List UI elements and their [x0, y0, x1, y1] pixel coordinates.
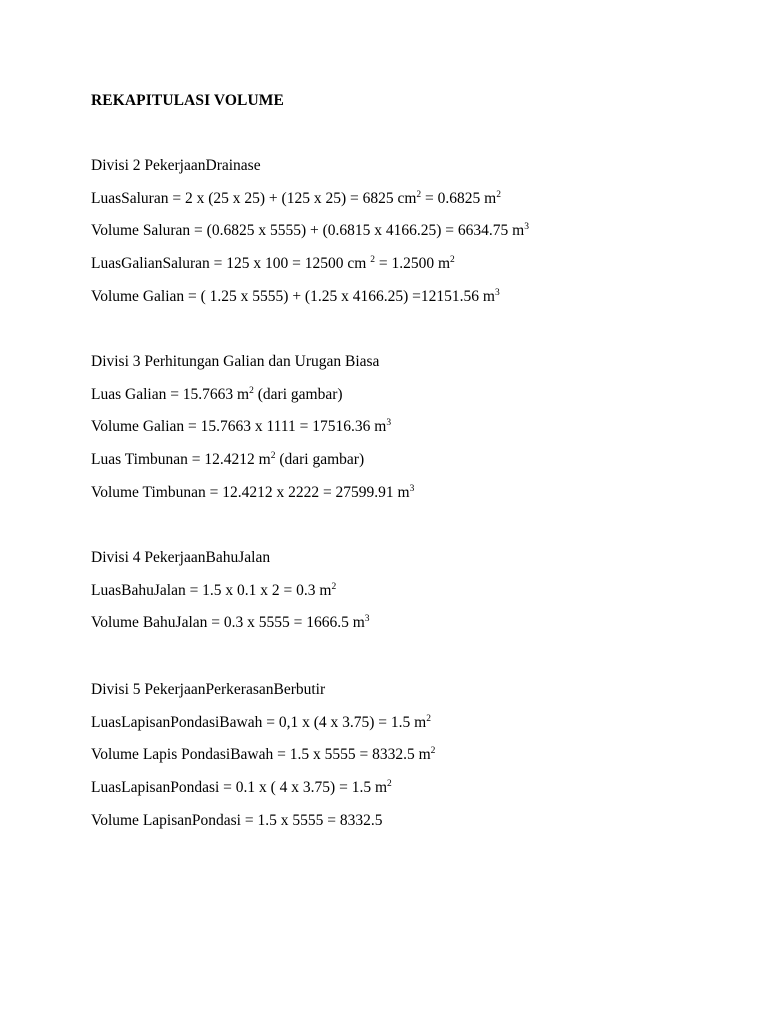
- unit-exponent: 2: [450, 255, 455, 266]
- formula-text: LuasLapisanPondasi = 0.1 x ( 4 x 3.75) = 1.5 m: [91, 779, 388, 797]
- section-heading: Divisi 3 Perhitungan Galian dan Urugan Biasa: [91, 353, 380, 370]
- unit-exponent: 3: [494, 287, 500, 298]
- formula-line: [91, 582, 370, 615]
- unit-exponent: 3: [364, 614, 370, 625]
- formula-line: [91, 418, 414, 451]
- formula-line: [91, 255, 529, 288]
- unit-exponent: 2: [426, 713, 431, 724]
- unit-exponent: 2: [416, 189, 422, 200]
- formula-line: [91, 190, 529, 223]
- formula-text: (dari gambar): [253, 385, 343, 403]
- formula-line: [91, 714, 435, 747]
- formula-text: Volume Saluran = (0.6825 x 5555) + (0.6815 x 4166.25) = 6634.75 m: [91, 222, 525, 240]
- formula-line: [91, 386, 414, 419]
- formula-line: [91, 614, 370, 647]
- formula-text: (dari gambar): [275, 451, 365, 469]
- formula-line: [91, 779, 435, 812]
- formula-line: [91, 484, 414, 517]
- section-heading: Divisi 2 PekerjaanDrainase: [91, 157, 261, 174]
- unit-exponent: 2: [270, 451, 276, 462]
- section-heading: Divisi 4 PekerjaanBahuJalan: [91, 549, 271, 566]
- section-heading: Divisi 5 PekerjaanPerkerasanBerbutir: [91, 681, 326, 698]
- formula-text: = 0.6825 m: [421, 189, 497, 207]
- formula-text: LuasLapisanPondasiBawah = 0,1 x (4 x 3.75) = 1.5 m: [91, 713, 427, 731]
- section-divisi-3: [91, 353, 414, 516]
- formula-line: [91, 746, 435, 779]
- formula-text: Volume Lapis PondasiBawah = 1.5 x 5555 = 8332.5 m: [91, 746, 431, 764]
- formula-text: Volume BahuJalan = 0.3 x 5555 = 1666.5 m: [91, 614, 365, 632]
- formula-text: LuasGalianSaluran = 125 x 100 = 12500 cm: [91, 255, 371, 273]
- unit-exponent: 2: [387, 779, 392, 790]
- formula-text: Volume LapisanPondasi = 1.5 x 5555 = 8332.5: [91, 811, 383, 829]
- unit-exponent: 3: [524, 222, 529, 233]
- formula-line: [91, 812, 435, 845]
- section-divisi-4: [91, 549, 370, 647]
- document-title: REKAPITULASI VOLUME: [91, 92, 284, 109]
- unit-exponent: 2: [496, 189, 501, 200]
- formula-text: LuasBahuJalan = 1.5 x 0.1 x 2 = 0.3 m: [91, 581, 332, 599]
- formula-text: Luas Galian = 15.7663 m: [91, 385, 250, 403]
- formula-text: Luas Timbunan = 12.4212 m: [91, 451, 271, 469]
- unit-exponent: 2: [249, 385, 254, 396]
- formula-text: LuasSaluran = 2 x (25 x 25) + (125 x 25) = 6825 cm: [91, 189, 417, 207]
- unit-exponent: 3: [409, 483, 415, 494]
- formula-line: [91, 451, 414, 484]
- formula-line: [91, 288, 529, 321]
- formula-line: [91, 222, 529, 255]
- formula-text: Volume Galian = ( 1.25 x 5555) + (1.25 x 4166.25) =12151.56 m: [91, 287, 495, 305]
- unit-exponent: 2: [370, 255, 375, 266]
- unit-exponent: 3: [386, 418, 392, 429]
- unit-exponent: 2: [430, 746, 436, 757]
- unit-exponent: 2: [331, 581, 337, 592]
- formula-text: Volume Timbunan = 12.4212 x 2222 = 27599.91 m: [91, 483, 410, 501]
- section-divisi-5: [91, 681, 435, 844]
- formula-text: = 1.2500 m: [374, 255, 451, 273]
- section-divisi-2: [91, 157, 529, 320]
- formula-text: Volume Galian = 15.7663 x 1111 = 17516.36 m: [91, 418, 387, 436]
